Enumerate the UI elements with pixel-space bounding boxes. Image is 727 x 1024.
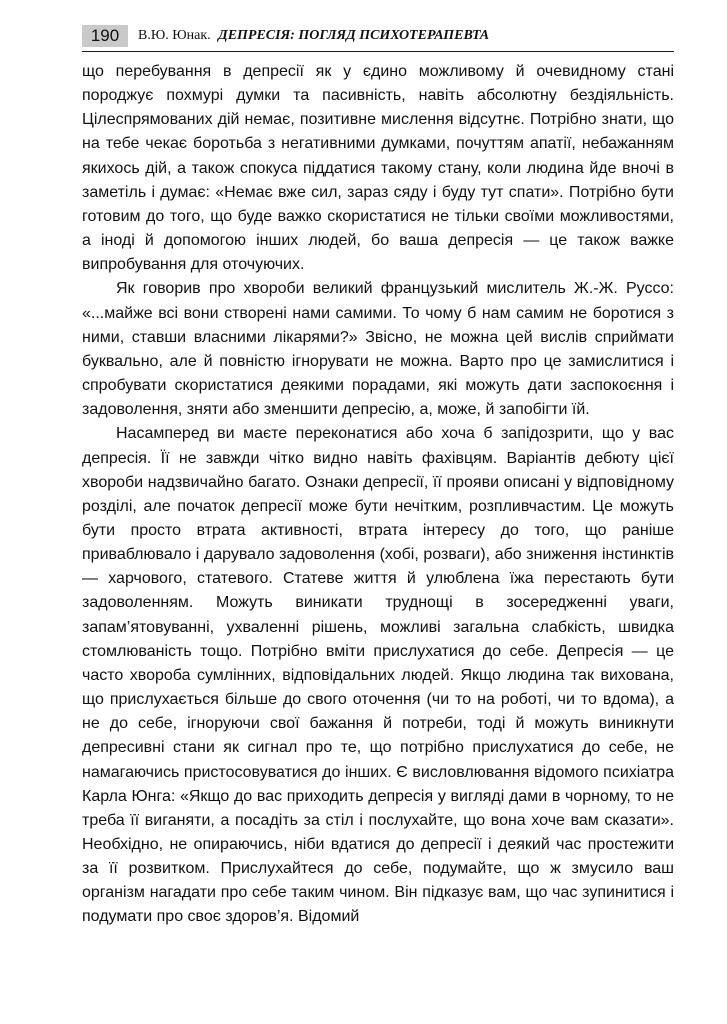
paragraph-recognizing-depression: Насамперед ви маєте переконатися або хоча б запідозрити, що у вас депресія. Її не завжди чітко видно навіть фахівцям. Варіантів дебюту цієї хвороби надзвичайно багато. Ознаки депресії, її прояви описані у відповідному розділі, але початок депресії може бути нечітким, розпливчастим. Це можуть бути просто втрата активності, втрата інтересу до того, що раніше приваблювало і дарувало задоволення (хобі, розваги), або зниження інстинктів — харчового, статевого. Статеве життя й улюблена їжа перестають бути задоволенням. Можуть виникати труднощі в зосередженні уваги, запам’ятовуванні, ухваленні рішень, можливі загальна слабкість, швидка стомлюваність тощо. Потрібно вміти прислухатися до себе. Депресія — це часто хвороба сумлінних, відповідальних людей. Якщо людина так вихована, що прислухається більше до свого оточення (чи то на роботі, чи то вдома), а не до себе, ігноруючи свої бажання й потреби, тоді й можуть виникнути депресивні стани як сигнал про те, що потрібно прислухатися до себе, не намагаючись пристосовуватися до інших. Є висловлювання відомого психіатра Карла Юнга: «Якщо до вас приходить депресія у вигляді дами в чорному, то не треба її виганяти, а посадіть за стіл і послухайте, що вона хоче вам сказати». Необхідно, не опираючись, ніби вдатися до депресії і деякий час простежити за її розвитком. Прислухайтеся до себе, подумайте, що ж змусило ваш організм нагадати про себе таким чином. Він підказує вам, що час зупинитися і подумати про своє здоров’я. Відомий xyxy=(82,425,674,926)
body-text xyxy=(82,60,674,930)
running-head-book-title: ДЕПРЕСІЯ: ПОГЛЯД ПСИХОТЕРАПЕВТА xyxy=(218,28,490,43)
page-number: 190 xyxy=(82,25,128,47)
paragraph-continued: що перебування в депресії як у єдино можливому й очевидному стані породжує похмурі думки та пасивність, навіть абсолютну бездіяльність. Цілеспрямованих дій немає, позитивне мислення відсутнє. Потрібно знати, що на тебе чекає боротьба з негативними думками, почуттям апатії, небажанням якихось дій, а також спокуса піддатися такому стану, коли людина йде вночі в заметіль і думає: «Немає вже сил, зараз сяду і буду тут спати». Потрібно бути готовим до того, що буде важко скористатися не тільки своїми можливостями, а іноді й допомогою інших людей, бо ваша депресія — це також важке випробування для оточуючих. xyxy=(82,63,674,274)
running-head-text xyxy=(138,25,489,47)
paragraph-rousseau: Як говорив про хвороби великий французький мислитель Ж.-Ж. Руссо: «...майже всі вони створені нами самими. То чому б нам самим не боротися з ними, ставши власними лікарями?» Звісно, не можна цей вислів сприймати буквально, але й повністю ігнорувати не можна. Варто про це замислитися і спробувати скористатися деякими порадами, які можуть дати заспокоєння і задоволення, зняти або зменшити депресію, а, може, й запобігти їй. xyxy=(82,280,674,419)
running-header xyxy=(82,21,674,52)
running-head-author: В.Ю. Юнак. xyxy=(138,28,211,43)
